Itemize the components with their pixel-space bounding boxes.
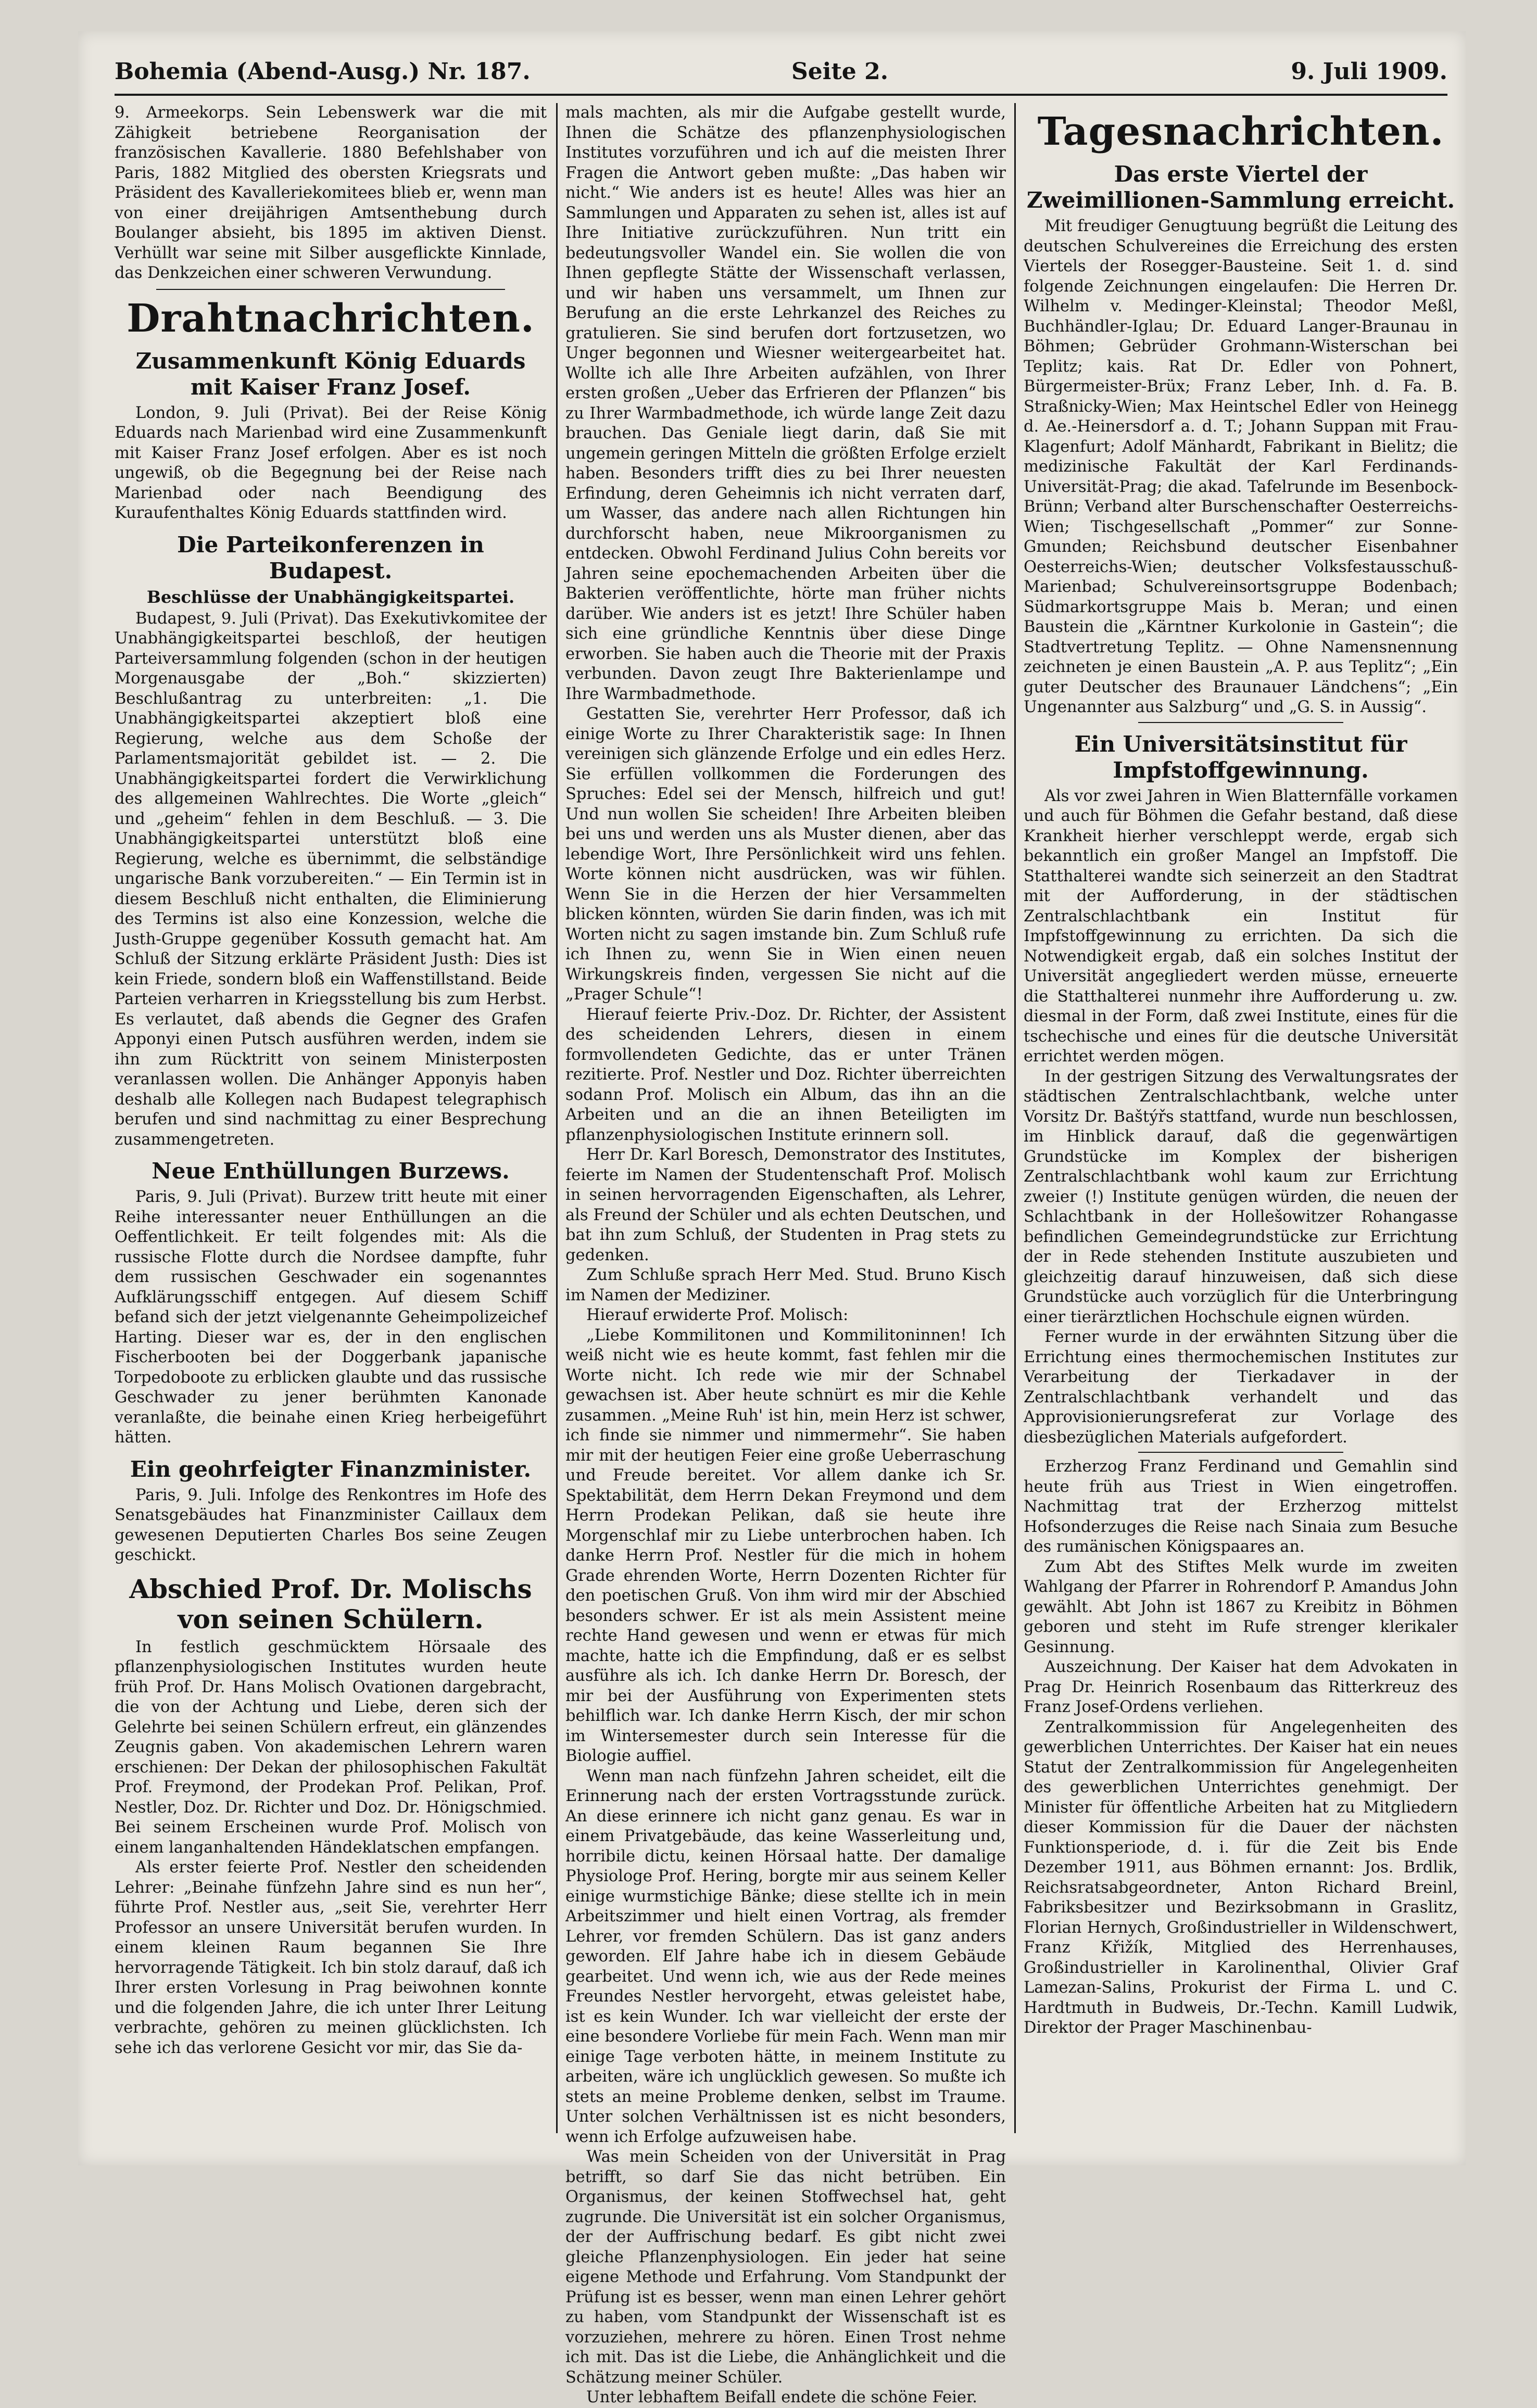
article-text: Was mein Scheiden von der Universität in Prag betrifft, so darf Sie das nicht betrüben. Ein Organismus, der keinen Stoffwechsel hat, geht zugrunde. Die Universität ist ein solcher Organismus, der der Auffrischung bedarf. Es gibt nicht zwei gleiche Pflanzenphysiologen. Ein jeder hat seine eigene Methode und Erfahrung. Vom Standpunkt der Prüfung ist es besser, wenn man einen Lehrer gehört zu haben, vom Standpunkt der Wissenschaft ist es vorzuziehen, mehrere zu hören. Einen Trost nehme ich mit. Das ist die Liebe, die Anhänglichkeit und die Schätzung meiner Schüler. — [565, 2148, 1006, 2387]
article-text: In der gestrigen Sitzung des Verwaltungsrates der städtischen Zentralschlachtbank, welche unter Vorsitz Dr. Baštýřs stattfand, wurde nun beschlossen, im Hinblick darauf, daß die gegenwärtigen Grundstücke im Komplex der bisherigen Zentralschlachtbank wohl kaum zur Errichtung zweier (!) Institute genügen würden, die neuen der Schlachtbank in der Hollešowitzer Rohangasse befindlichen Gemeindegrundstücke zur Errichtung der in Rede stehenden Institute auszubieten und gleichzeitig darauf hinzuweisen, daß sich diese Grundstücke auch vorzüglich für die Unterbringung einer tierärztlichen Hochschule eignen würden. — [1024, 1067, 1458, 1326]
newspaper-page — [78, 31, 1466, 2406]
news-item: Zum Abt des Stiftes Melk wurde im zweiten Wahlgang der Pfarrer in Rohrendorf P. Amandus John gewählt. Abt John ist 1867 zu Kreibitz in Böhmen geboren und steht im Rufe strenger klerikaler Gesinnung. — [1024, 1557, 1458, 1656]
article-text: Herr Dr. Karl Boresch, Demonstrator des Institutes, feierte im Namen der Studentenschaft Prof. Molisch in seinen hervorragenden Eigenschaften, als Lehrer, als Freund der Schüler und als echten Deutschen, und bat ihn zum Schluß, der Studenten in Prag stets zu gedenken. — [565, 1146, 1006, 1264]
article-text: Hierauf feierte Priv.-Doz. Dr. Richter, der Assistent des scheidenden Lehrers, diesen in einem formvollendeten Gedichte, das er unter Tränen rezitierte. Prof. Nestler und Doz. Richter überreichten sodann Prof. Molisch ein Album, das ihn an die Arbeiten und an die an ihnen Beteiligten im pflanzenphysiologischen Institute erinnern soll. — [565, 1005, 1006, 1144]
page-header — [115, 58, 1447, 95]
article-title: Ein Universitätsinstitut für Impfstoffgewinnung. — [1074, 731, 1407, 783]
article-text: Mit freudiger Genugtuung begrüßt die Leitung des deutschen Schulvereines die Erreichung des ersten Viertels der Rosegger-Bausteine. Seit 1. d. sind folgende Zeichnungen eingelaufen: Die Herren Dr. Wilhelm v. Medinger-Kleinstal; Theodor Meßl, Buchhändler-Iglau; Dr. Eduard Langer-Braunau in Böhmen; Gebrüder Grohmann-Wisterschan bei Teplitz; kais. Rat Dr. Edler von Pohnert, Bürgermeister-Brüx; Franz Leber, Inh. d. Fa. B. Straßnicky-Wien; Max Heintschel Edler von Heinegg d. Ae.-Heinersdorf a. d. T.; Johann Suppan mit Frau-Klagenfurt; Adolf Mänhardt, Fabrikant in Bielitz; die medizinische Fakultät der Karl Ferdinands-Universität-Prag; die akad. Tafelrunde im Besenbock-Brünn; Verband alter Burschenschafter Oesterreichs-Wien; Tischgesellschaft „Pommer“ zur Sonne-Gmunden; Reichsbund deutscher Eisenbahner Oesterreichs-Wien; deutscher Volksfestausschuß-Marienbad; Schulvereinsortsgruppe Bodenbach; Südmarkortsgruppe Mais b. Meran; und einen Baustein die „Kärntner Kurkolonie in Gastein“; die Stadtvertretung Teplitz. — Ohne Namensnennung zeichneten je einen Baustein „A. P. aus Teplitz“; „Ein guter Deutscher des Braunauer Ländchens“; „Ein Ungenannter aus Salzburg“ und „G. S. in Aussig“. — [1024, 217, 1458, 716]
header-publication: Bohemia (Abend-Ausg.) Nr. 187. — [115, 58, 531, 85]
news-item: Zentralkommission für Angelegenheiten des gewerblichen Unterrichtes. Der Kaiser hat ein neues Statut der Zentralkommission für Angelegenheiten des gewerblichen Unterrichtes genehmigt. Der Minister für öffentliche Arbeiten hat zu Mitgliedern dieser Kommission für die Dauer der nächsten Funktionsperiode, d. i. für die Zeit bis Ende Dezember 1911, aus Böhmen ernannt: Jos. Brdlik, Reichsratsabgeordneter, Anton Richard Breinl, Fabriksbesitzer und Bezirksobmann in Graslitz, Florian Hernych, Großindustrieller in Wildenschwert, Franz Křižík, Mitglied des Herrenhauses, Großindustrieller in Karolinenthal, Olivier Graf Lamezan-Salins, Prokurist der Firma L. und C. Hardtmuth in Budweis, Dr.-Techn. Kamill Ludwik, Direktor der Prager Maschinenbau- — [1024, 1718, 1458, 2037]
article-text: Ferner wurde in der erwähnten Sitzung über die Errichtung eines thermochemischen Institutes zur Verarbeitung der Tierkadaver in der Zentralschlachtbank verhandelt und das Approvisionierungsreferat zur Vorlage des diesbezüglichen Materials aufgefordert. — [1024, 1328, 1458, 1447]
column-divider-2 — [1014, 103, 1016, 2133]
article-text: In festlich geschmücktem Hörsaale des pflanzenphysiologischen Institutes wurden heute früh Prof. Dr. Hans Molisch Ovationen dargebracht, die von der Achtung und Liebe, deren sich der Gelehrte bei seinen Schülern erfreut, ein glänzendes Zeugnis gaben. Von akademischen Lehrern waren erschienen: Der Dekan der philosophischen Fakultät Prof. Freymond, der Prodekan Prof. Pelikan, Prof. Nestler, Doz. Dr. Richter und Doz. Dr. Hönigschmied. Bei seinem Erscheinen wurde Prof. Molisch von einem langanhaltenden Händeklatschen empfangen. — [115, 1638, 547, 1857]
header-rule — [115, 94, 1447, 96]
article-title: Die Parteikonferenzen in Budapest. — [177, 531, 484, 584]
article-text: Paris, 9. Juli (Privat). Burzew tritt heute mit einer Reihe interessanter neuer Enthüllungen an die Oeffentlichkeit. Er teilt folgendes mit: Als die russische Flotte durch die Nordsee dampfte, fuhr dem russischen Geschwader ein sogenanntes Aufklärungsschiff entgegen. Auf diesem Schiff befand sich der jetzt vielgenannte Geheimpolizeichef Harting. Dieser war es, der in den englischen Fischerbooten bei der Doggerbank japanische Torpedoboote zu erblicken glaubte und das russische Geschwader zu jener berühmten Kanonade veranlaßte, die beinahe einen Krieg herbeigeführt hätten. — [115, 1188, 547, 1447]
section-title-tagesnachrichten: Tagesnachrichten. — [1037, 109, 1444, 154]
article-title: Abschied Prof. Dr. Molischs von seinen Schülern. — [129, 1573, 532, 1634]
column-divider-1 — [556, 103, 558, 2133]
article-closing: Unter lebhaftem Beifall endete die schöne Feier. — [586, 2388, 977, 2406]
article-text: Hierauf erwiderte Prof. Molisch: — [586, 1306, 849, 1324]
separator — [156, 289, 505, 290]
article-title: Neue Enthüllungen Burzews. — [152, 1158, 510, 1184]
column-2 — [565, 103, 1006, 2406]
article-text: mals machten, als mir die Aufgabe gestellt wurde, Ihnen die Schätze des pflanzenphysiologischen Institutes vorzuführen und ich auf die meisten Ihrer Fragen die Antwort geben mußte: „Das haben wir nicht.“ Wie anders ist es heute! Alles was hier an Sammlungen und Apparaten zu sehen ist, alles ist auf Ihre Initiative zurückzuführen. Nun tritt ein bedeutungsvoller Wandel ein. Sie wollen die von Ihnen gepflegte Stätte der Wissenschaft verlassen, und wir haben uns versammelt, um Ihnen zur Berufung an die erste Lehrkanzel des Reiches zu gratulieren. Sie sind berufen dort fortzusetzen, wo Unger begonnen und Wiesner weitergearbeitet hat. Wollte ich alle Ihre Arbeiten aufzählen, von Ihrer ersten großen „Ueber das Erfrieren der Pflanzen“ bis zu Ihrer Warmbadmethode, ich würde lange Zeit dazu brauchen. Das Geniale liegt darin, daß Sie mit ungemein geringen Mitteln die größten Erfolge erzielt haben. Besonders trifft dies zu bei Ihrer neuesten Erfindung, deren Geheimnis ich nicht verraten darf, um Wasser, das andere nach allen Richtungen hin durchforscht haben, neue Mikroorganismen zu entdecken. Obwohl Ferdinand Julius Cohn bereits vor Jahren seine epochemachenden Arbeiten über die Bakterien veröffentlichte, hörte man früher nichts darüber. Wie anders ist es jetzt! Ihre Schüler haben sich eine gründliche Kenntnis über diese Dinge erworben. Sie haben auch die Theorie mit der Praxis verbunden. Davon zeugt Ihre Bakterienlampe und Ihre Warmbadmethode. — [565, 104, 1006, 703]
article-title: Ein geohrfeigter Finanzminister. — [130, 1456, 532, 1482]
column-3 — [1024, 103, 1458, 2144]
article-subtitle: Beschlüsse der Unabhängigkeitspartei. — [146, 587, 515, 607]
article-text: „Liebe Kommilitonen und Kommilitoninnen! Ich weiß nicht wie es heute kommt, fast fehlen mir die Worte nicht. Ich rede wie mir der Schnabel gewachsen ist. Aber heute schnürt es mir die Kehle zusammen. „Meine Ruh' ist hin, mein Herz ist schwer, ich finde sie nimmer und nimmermehr“. Sie haben mir mit der heutigen Feier eine große Ueberraschung und Freude bereitet. Vor allem danke ich Sr. Spektabilität, dem Herrn Dekan Freymond und dem Herrn Prodekan Pelikan, daß sie heute ihre Morgenschlaf mir zu Liebe unterbrochen haben. Ich danke Herrn Prof. Nestler für die mich in hohem Grade ehrenden Worte, Herrn Dozenten Richter für den poetischen Gruß. Von ihm wird mir der Abschied besonders schwer. Er ist als mein Assistent meine rechte Hand gewesen und wenn er etwas für mich machte, hatte ich die Empfindung, daß er es selbst ausführe als ich. Ich danke Herrn Dr. Boresch, der mir bei der Ausführung von Experimenten stets behilflich war. Ich danke Herrn Kisch, der mir schon im Wintersemester durch sein Interesse für die Biologie auffiel. — [565, 1326, 1006, 1765]
article-text: Zum Schluße sprach Herr Med. Stud. Bruno Kisch im Namen der Mediziner. — [565, 1266, 1006, 1304]
article-text: Gestatten Sie, verehrter Herr Professor, daß ich einige Worte zu Ihrer Charakteristik sage: In Ihnen vereinigen sich glänzende Erfolge und ein edles Herz. Sie erfüllen vollkommen die Forderungen des Spruches: Edel sei der Mensch, hilfreich und gut! Und nun wollen Sie scheiden! Ihre Arbeiten bleiben bei uns und werden uns als Muster dienen, aber das lebendige Wort, Ihre Persönlichkeit wird uns fehlen. Worte können nicht ausdrücken, was wir fühlen. Wenn Sie in die Herzen der hier Versammelten blicken könnten, würden Sie darin finden, was ich mit Worten nicht zu sagen imstande bin. Zum Schluß rufe ich Ihnen zu, wenn Sie in Wien einen neuen Wirkungskreis finden, vergessen Sie nicht auf die „Prager Schule“! — [565, 705, 1006, 1004]
article-text: Wenn man nach fünfzehn Jahren scheidet, eilt die Erinnerung nach der ersten Vortragsstunde zurück. An diese erinnere ich nicht ganz genau. Es war in einem Privatgebäude, das keine Wasserleitung und, horribile dictu, keinen Hörsaal hatte. Der damalige Physiologe Prof. Hering, borgte mir aus seinem Keller einige wurmstichige Bänke; diese stellte ich in mein Arbeitszimmer und hielt einen Vortrag, als fremder Lehrer, vor fremden Schülern. Das ist ganz anders geworden. Elf Jahre habe ich in diesem Gebäude gearbeitet. Und wenn ich, wie aus der Rede meines Freundes Nestler hervorgeht, etwas geleistet habe, ist es kein Wunder. Ich war vielleicht der erste der eine besondere Vorliebe für mein Fach. Wenn man mir einige Tage verboten hätte, in meinem Institute zu arbeiten, wäre ich unglücklich gewesen. So mußte ich stets an meine Probleme denken, selbst im Traume. Unter solchen Verhältnissen ist es nicht besonders, wenn ich Erfolge aufzuweisen habe. — [565, 1767, 1006, 2146]
article-text: Budapest, 9. Juli (Privat). Das Exekutivkomitee der Unabhängigkeitspartei beschloß, der heutigen Parteiversammlung folgenden (schon in der heutigen Morgenausgabe der „Boh.“ skizzierten) Beschlußantrag zu unterbreiten: „1. Die Unabhängigkeitspartei akzeptiert bloß eine Regierung, welche aus dem Schoße der Parlamentsmajorität gebildet ist. — 2. Die Unabhängigkeitspartei fordert die Verwirklichung des allgemeinen Wahlrechtes. Die Worte „gleich“ und „geheim“ fehlen in dem Beschluß. — 3. Die Unabhängigkeitspartei unterstützt bloß eine Regierung, welche es übernimmt, die selbständige ungarische Bank vorzubereiten.“ — Ein Termin ist in diesem Beschluß nicht enthalten, die Eliminierung des Termins ist also eine Konzession, welche die Justh-Gruppe gegenüber Kossuth gemacht hat. Am Schluß der Sitzung erklärte Präsident Justh: Dies ist kein Friede, sondern bloß ein Waffenstillstand. Beide Parteien verharren in Kriegsstellung bis zum Herbst. Es verlautet, daß abends die Gegner des Grafen Apponyi einen Putsch ausführen werden, indem sie ihn zum Rücktritt von seinem Ministerposten veranlassen wollen. Die Anhänger Apponyis haben deshalb alle Kollegen nach Budapest telegraphisch berufen und sind nachmittag zu einer Besprechung zusammengetreten. — [115, 609, 547, 1149]
article-text: Als vor zwei Jahren in Wien Blatternfälle vorkamen und auch für Böhmen die Gefahr bestand, daß diese Krankheit hierher verschleppt werde, ergab sich bekanntlich ein großer Mangel an Impfstoff. Die Statthalterei wandte sich seinerzeit an den Stadtrat mit der Aufforderung, in der städtischen Zentralschlachtbank ein Institut für Impfstoffgewinnung zu errichten. Da sich die Notwendigkeit ergab, daß ein solches Institut der Universität angegliedert werden müsse, erneuerte die Statthalterei nunmehr ihre Aufforderung u. zw. diesmal in der Form, daß zwei Institute, eines für die tschechische und eines für die deutsche Universität errichtet werden mögen. — [1024, 787, 1458, 1066]
article-title: Zusammenkunft König Eduards mit Kaiser Franz Josef. — [135, 348, 526, 400]
header-date: 9. Juli 1909. — [1291, 58, 1447, 85]
article-text: Paris, 9. Juli. Infolge des Renkontres im Hofe des Senatsgebäudes hat Finanzminister Caillaux dem gewesenen Deputierten Charles Bos seine Zeugen geschickt. — [115, 1486, 547, 1564]
section-title-drahtnachrichten: Drahtnachrichten. — [127, 296, 535, 341]
news-item: Erzherzog Franz Ferdinand und Gemahlin sind heute früh aus Triest in Wien eingetroffen. Nachmittag trat der Erzherzog mittelst Hofsonderzuges die Reise nach Sinaia zum Besuche des rumänischen Königspaares an. — [1024, 1458, 1458, 1556]
header-page-number: Seite 2. — [791, 58, 889, 85]
news-item: Auszeichnung. Der Kaiser hat dem Advokaten in Prag Dr. Heinrich Rosenbaum das Ritterkreuz des Franz Josef-Ordens verliehen. — [1024, 1658, 1458, 1716]
separator — [1138, 722, 1343, 723]
column-1 — [115, 103, 547, 2144]
intro-paragraph: 9. Armeekorps. Sein Lebenswerk war die mit Zähigkeit betriebene Reorganisation der französischen Kavallerie. 1880 Befehlshaber von Paris, 1882 Mitglied des obersten Kriegsrats und Präsident des Kavalleriekomitees blieb er, wenn man von einer dreijährigen Amtsenthebung durch Boulanger absieht, bis 1895 im aktiven Dienst. Verhüllt war seine mit Silber ausgeflickte Kinnlade, das Denkzeichen einer schweren Verwundung. — [115, 104, 547, 282]
article-text: Als erster feierte Prof. Nestler den scheidenden Lehrer: „Beinahe fünfzehn Jahre sind es nun her“, führte Prof. Nestler aus, „seit Sie, verehrter Herr Professor an unsere Universität berufen wurden. In einem kleinen Raum begannen Sie Ihre hervorragende Tätigkeit. Ich bin stolz darauf, daß ich Ihrer ersten Vorlesung in Prag beiwohnen konnte und die folgenden Jahre, die ich unter Ihrer Leitung verbrachte, gehören zu meinen glücklichsten. Ich sehe ich das verlorene Gesicht vor mir, das Sie da- — [115, 1858, 547, 2057]
article-title: Das erste Viertel der Zweimillionen-Sammlung erreicht. — [1026, 161, 1455, 213]
article-text: London, 9. Juli (Privat). Bei der Reise König Eduards nach Marienbad wird eine Zusammenkunft mit Kaiser Franz Josef erfolgen. Aber es ist noch ungewiß, ob die Begegnung bei der Reise nach Marienbad oder nach Beendigung des Kuraufenthaltes König Eduards stattfinden wird. — [115, 403, 547, 522]
separator — [1138, 1452, 1343, 1453]
